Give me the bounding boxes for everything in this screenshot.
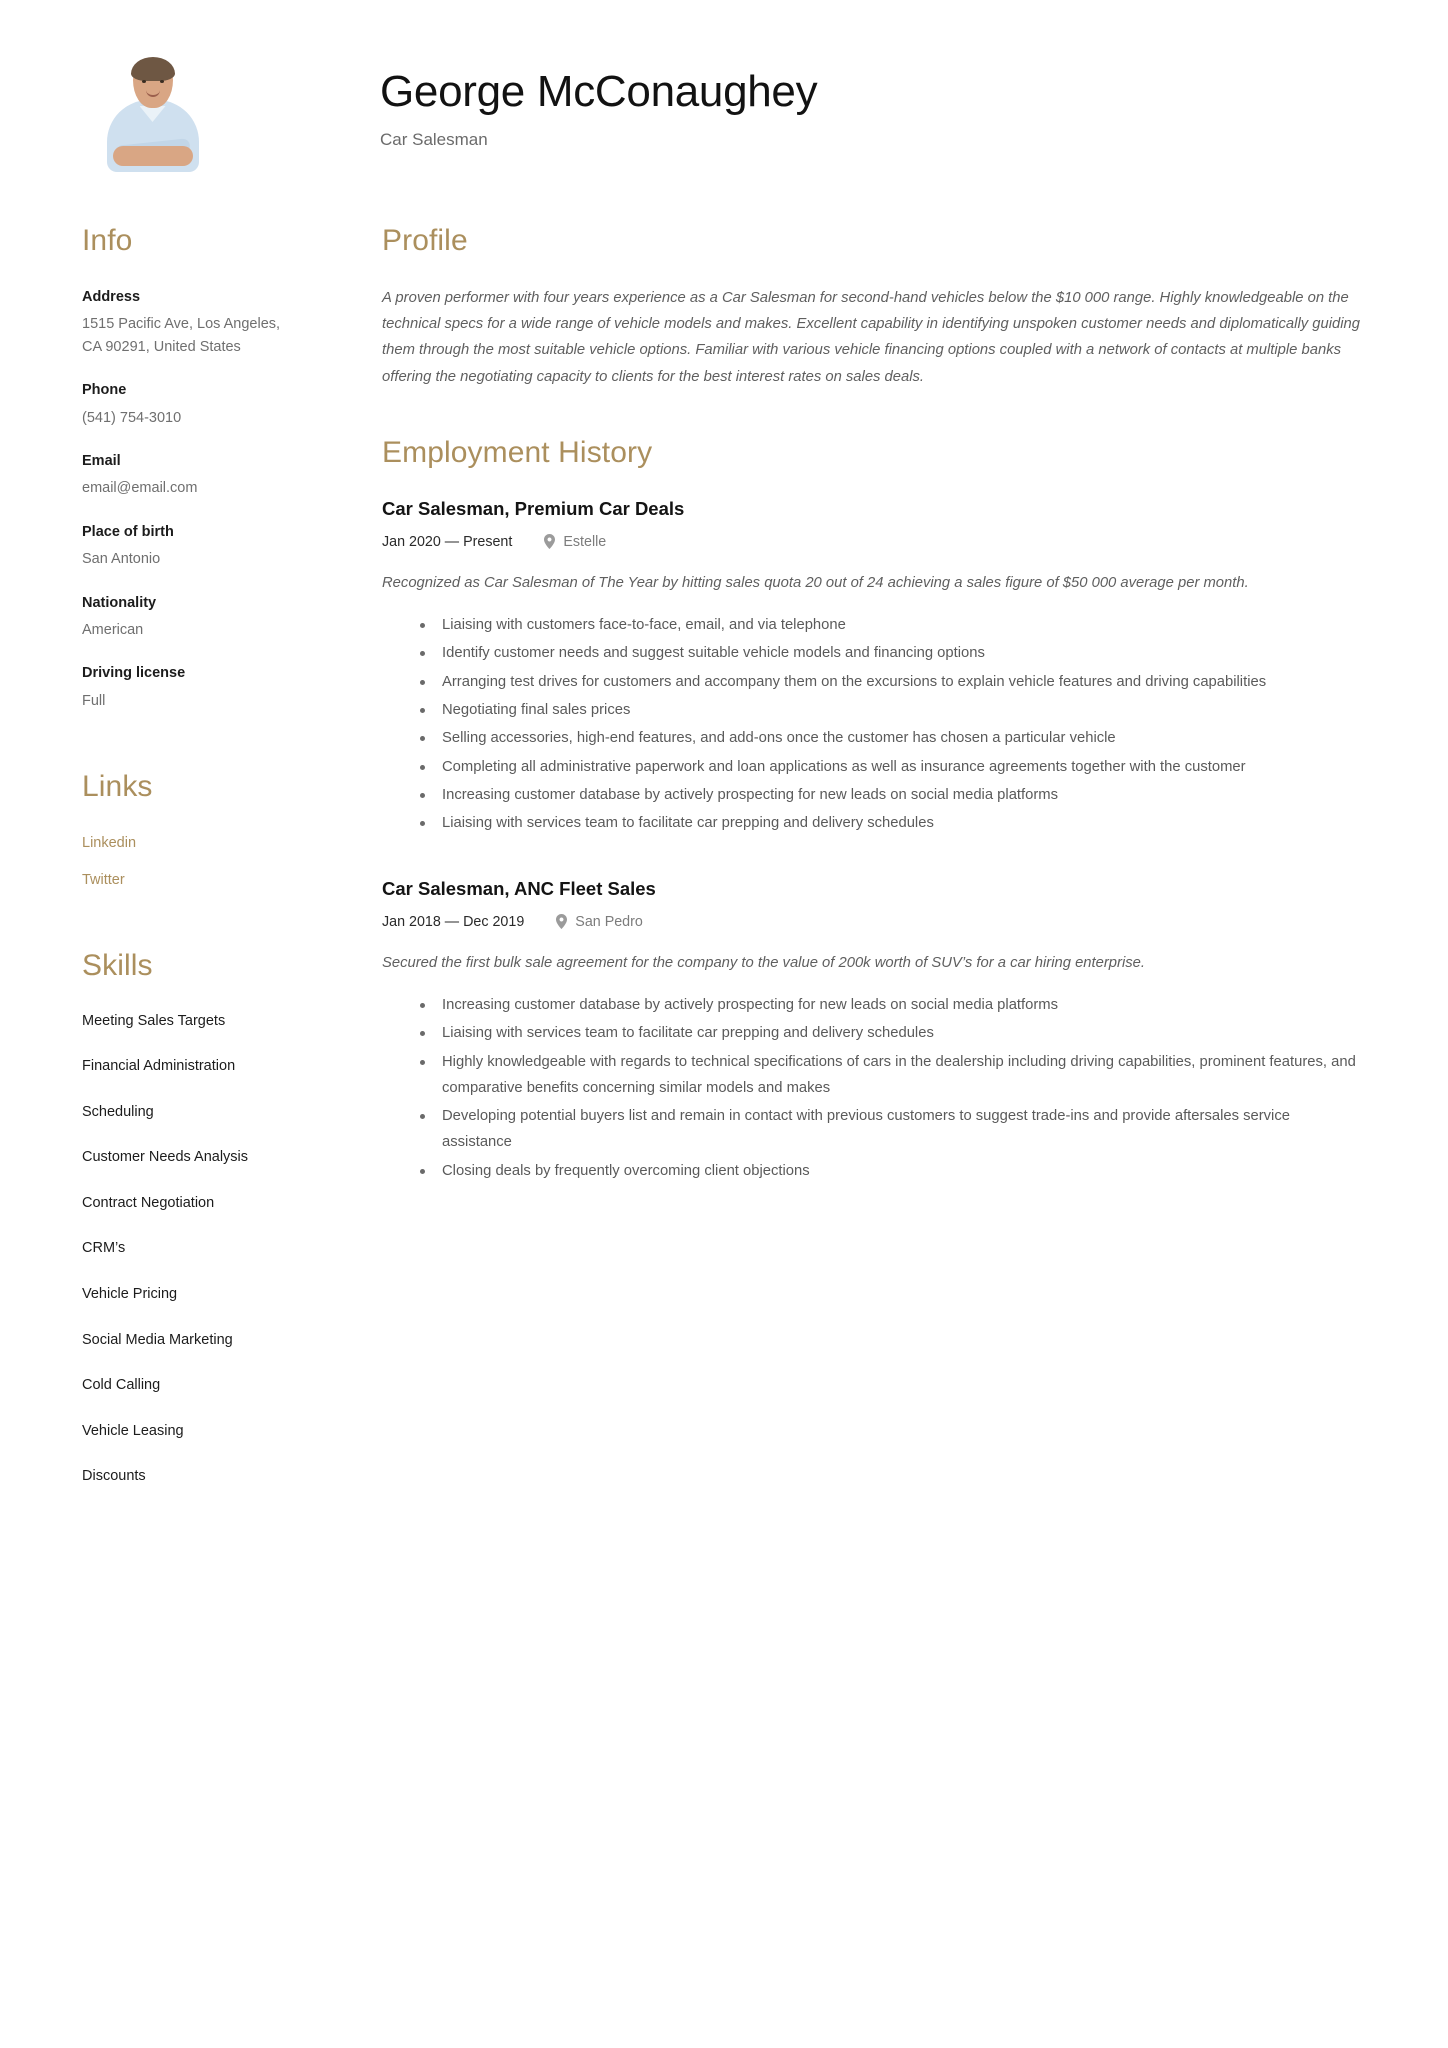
info-value: Full [82,692,106,709]
section-profile [382,224,1362,390]
info-label: Nationality [82,594,157,611]
resume-header [0,0,1448,172]
links-heading: Links [82,770,153,804]
section-employment-history [382,436,1362,1184]
info-label: Driving license [82,665,186,682]
job-date-range: Jan 2018 — Dec 2019 [382,913,525,930]
job-bullet: Highly knowledgeable with regards to technical specifications of cars in the dealership including driving capabilities, prominent features, and comparative benefits concerning similar models and makes [420,1049,1362,1102]
photo-column [0,52,295,172]
sidebar-section-links [82,770,283,891]
photo-eye-left [142,80,146,83]
info-heading: Info [82,224,133,257]
info-item-driving-license [82,663,283,712]
job-title: Car Salesman, Premium Car Deals [382,497,685,519]
info-item-phone [82,380,283,429]
job-bullet-list [382,612,1362,837]
skill-item: Social Media Marketing [82,1331,233,1348]
photo-eye-right [160,80,164,83]
sidebar-section-skills [82,949,283,1487]
job-bullet: Increasing customer database by actively prospecting for new leads on social media platforms [420,992,1362,1018]
job-bullet: Developing potential buyers list and remain in contact with previous customers to suggest trade-ins and provide aftersales service assistance [420,1103,1362,1156]
info-label: Address [82,289,141,305]
map-pin-icon [556,914,567,929]
job-bullet-list [382,992,1362,1184]
skill-item: Financial Administration [82,1058,236,1075]
info-item-email [82,451,283,500]
header-text-block [295,52,817,150]
header-job-title: Car Salesman [380,130,488,150]
job-bullet: Completing all administrative paperwork and loan applications as well as insurance agreements together with the customer [420,754,1362,780]
job-bullet: Identify customer needs and suggest suitable vehicle models and financing options [420,640,1362,666]
profile-photo [103,52,203,172]
info-label: Email [82,453,121,469]
job-date-range: Jan 2020 — Present [382,533,513,550]
skill-item: Scheduling [82,1103,154,1120]
job-bullet: Selling accessories, high-end features, and add-ons once the customer has chosen a particular vehicle [420,725,1362,751]
skill-item: Discounts [82,1468,146,1485]
info-value: American [82,621,144,638]
job-bullet: Liaising with services team to facilitate car prepping and delivery schedules [420,810,1362,836]
sidebar-section-info [82,224,283,712]
job-title: Car Salesman, ANC Fleet Sales [382,877,656,899]
main-content [295,224,1448,1513]
skills-heading: Skills [82,948,153,982]
skill-item: Contract Negotiation [82,1194,215,1211]
skill-item: Cold Calling [82,1377,161,1394]
skill-item: Meeting Sales Targets [82,1012,226,1029]
body-columns [0,172,1448,1513]
profile-text: A proven performer with four years experience as a Car Salesman for second-hand vehicles below the $10 000 range. Highly knowledgeable on the technical specs for a wide range of vehicle models and makes. Excellent capability in identifying unspoken customer needs and diplomatically guiding them through the most suitable vehicle options. Familiar with various vehicle financing options coupled with a network of contacts at multiple banks offering the negotiating capacity to clients for the best interest rates on sales deals. [382,290,1360,385]
info-value: email@email.com [82,480,198,497]
info-value: San Antonio [82,551,161,568]
job-bullet: Liaising with customers face-to-face, email, and via telephone [420,612,1362,638]
info-item-nationality [82,593,283,642]
page-title: George McConaughey [380,67,818,116]
job-bullet: Liaising with services team to facilitate car prepping and delivery schedules [420,1020,1362,1046]
info-label: Place of birth [82,523,174,540]
job-summary: Secured the first bulk sale agreement for the company to the value of 200k worth of SUV’s for a car hiring enterprise. [382,954,1145,971]
sidebar [0,224,295,1513]
job-location-label: Estelle [563,533,607,550]
job-bullet: Increasing customer database by actively prospecting for new leads on social media platforms [420,782,1362,808]
skill-item: Vehicle Pricing [82,1286,178,1303]
info-item-place-of-birth [82,522,283,571]
job-meta [382,534,1362,550]
job-entry [382,497,1362,837]
job-location-label: San Pedro [575,913,643,930]
job-summary: Recognized as Car Salesman of The Year by hitting sales quota 20 out of 24 achieving a sales figure of $50 000 average per month. [382,574,1249,591]
link-linkedin[interactable]: Linkedin [82,835,137,852]
employment-history-heading: Employment History [382,435,653,469]
skill-item: Customer Needs Analysis [82,1149,249,1166]
info-value: 1515 Pacific Ave, Los Angeles, CA 90291, United States [82,316,281,355]
job-bullet: Negotiating final sales prices [420,697,1362,723]
job-bullet: Closing deals by frequently overcoming client objections [420,1158,1362,1184]
job-meta [382,914,1362,930]
job-location [544,534,606,550]
profile-heading: Profile [382,224,468,257]
info-item-address [82,287,283,358]
info-label: Phone [82,382,127,399]
info-value: (541) 754-3010 [82,409,182,426]
job-location [556,914,643,930]
job-bullet: Arranging test drives for customers and accompany them on the excursions to explain vehicle features and driving capabilities [420,669,1362,695]
photo-hair-shape [131,57,175,81]
job-entry [382,877,1362,1185]
skill-item: Vehicle Leasing [82,1422,184,1439]
skill-item: CRM’s [82,1240,126,1257]
map-pin-icon [544,534,555,549]
photo-arms-shape [113,146,193,166]
link-twitter[interactable]: Twitter [82,872,125,889]
